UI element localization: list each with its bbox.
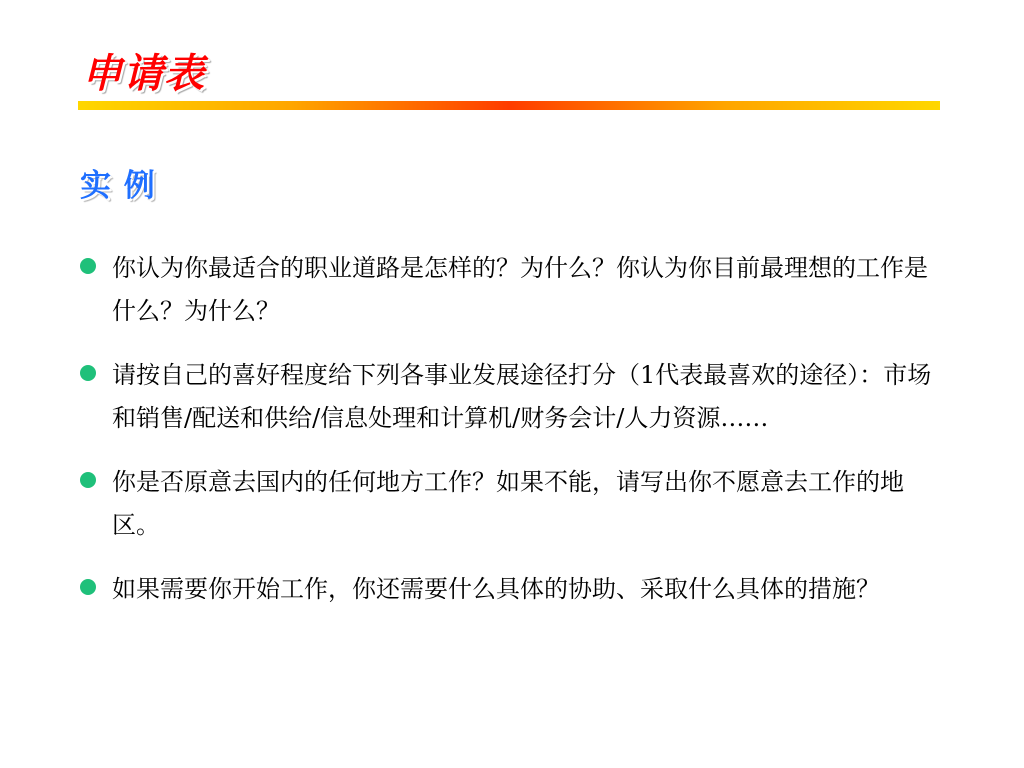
bullet-item	[80, 461, 950, 547]
bullet-dot-icon	[80, 365, 96, 381]
title-underline-rule	[78, 101, 940, 110]
bullet-text: 你认为你最适合的职业道路是怎样的？为什么？你认为你目前最理想的工作是什么？为什么？	[112, 254, 928, 325]
bullet-item	[80, 568, 950, 611]
bullet-list	[80, 247, 950, 632]
bullet-dot-icon	[80, 258, 96, 274]
bullet-text: 你是否原意去国内的任何地方工作？如果不能，请写出你不愿意去工作的地区。	[112, 468, 904, 539]
bullet-item	[80, 247, 950, 333]
bullet-text: 如果需要你开始工作，你还需要什么具体的协助、采取什么具体的措施？	[112, 575, 880, 603]
section-subheading: 实 例	[80, 168, 156, 204]
bullet-text: 请按自己的喜好程度给下列各事业发展途径打分（1代表最喜欢的途径）：市场和销售/配送和供给/信息处理和计算机/财务会计/人力资源……	[112, 361, 932, 432]
bullet-dot-icon	[80, 472, 96, 488]
bullet-dot-icon	[80, 579, 96, 595]
bullet-item	[80, 354, 950, 440]
slide-title: 申请表	[82, 51, 205, 97]
